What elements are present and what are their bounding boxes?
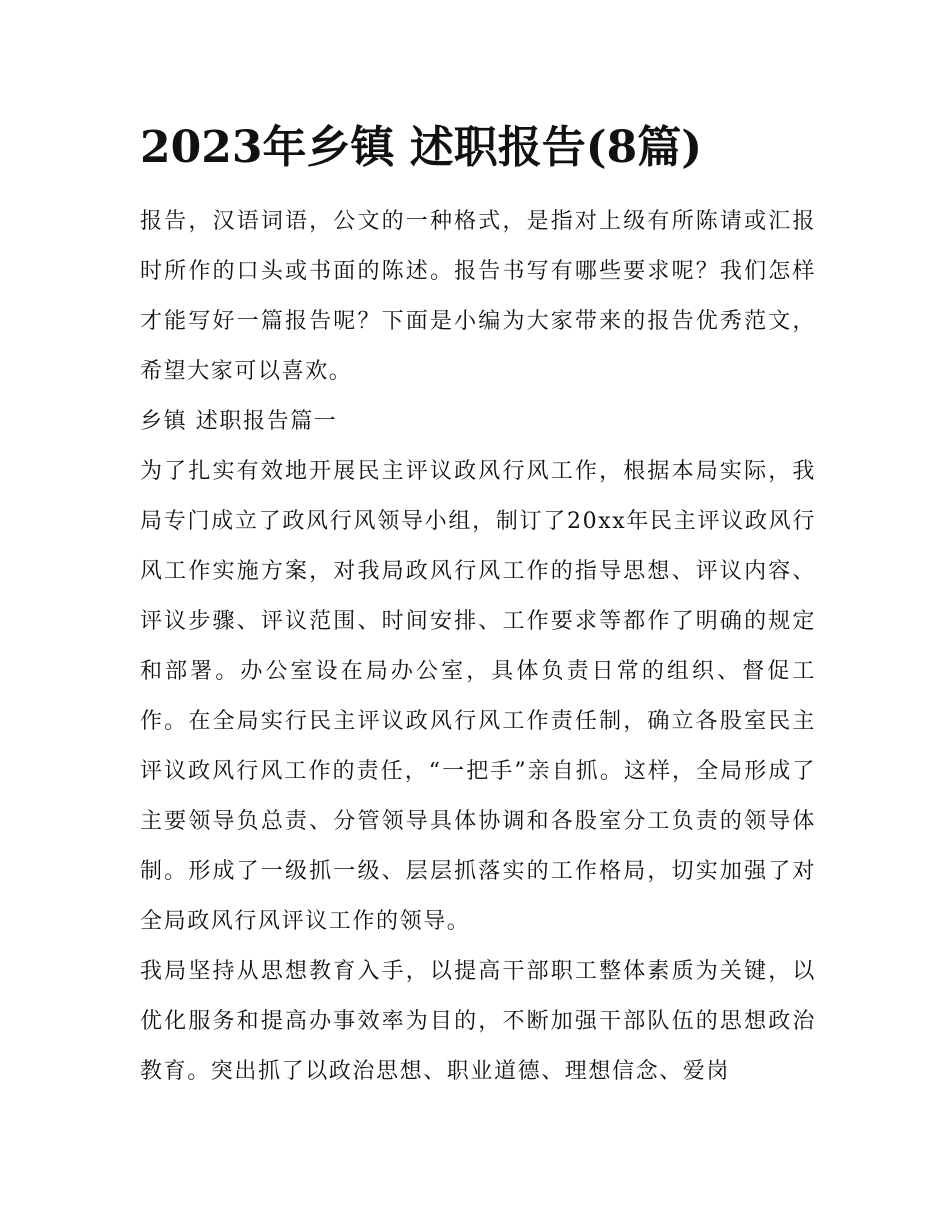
section-heading: 乡镇 述职报告篇一: [140, 409, 338, 434]
intro-paragraph: 报告，汉语词语，公文的一种格式，是指对上级有所陈请或汇报时所作的口头或书面的陈述。报告书写有哪些要求呢？我们怎样才能写好一篇报告呢？下面是小编为大家带来的报告优秀范文，希望大家可以喜欢。: [140, 209, 816, 384]
document-body: [140, 197, 816, 1097]
body-paragraph-2: 我局坚持从思想教育入手，以提高干部职工整体素质为关键，以优化服务和提高办事效率为目的，不断加强干部队伍的思想政治教育。突出抓了以政治思想、职业道德、理想信念、爱岗: [140, 959, 816, 1084]
body-paragraph-1: 为了扎实有效地开展民主评议政风行风工作，根据本局实际，我局专门成立了政风行风领导小组，制订了20xx年民主评议政风行风工作实施方案，对我局政风行风工作的指导思想、评议内容、评议步骤、评议范围、时间安排、工作要求等都作了明确的规定和部署。办公室设在局办公室，具体负责日常的组织、督促工作。在全局实行民主评议政风行风工作责任制，确立各股室民主评议政风行风工作的责任，“一把手”亲自抓。这样，全局形成了主要领导负总责、分管领导具体协调和各股室分工负责的领导体制。形成了一级抓一级、层层抓落实的工作格局，切实加强了对全局政风行风评议工作的领导。: [140, 459, 816, 934]
document-title: 2023年乡镇 述职报告(8篇): [140, 122, 703, 173]
